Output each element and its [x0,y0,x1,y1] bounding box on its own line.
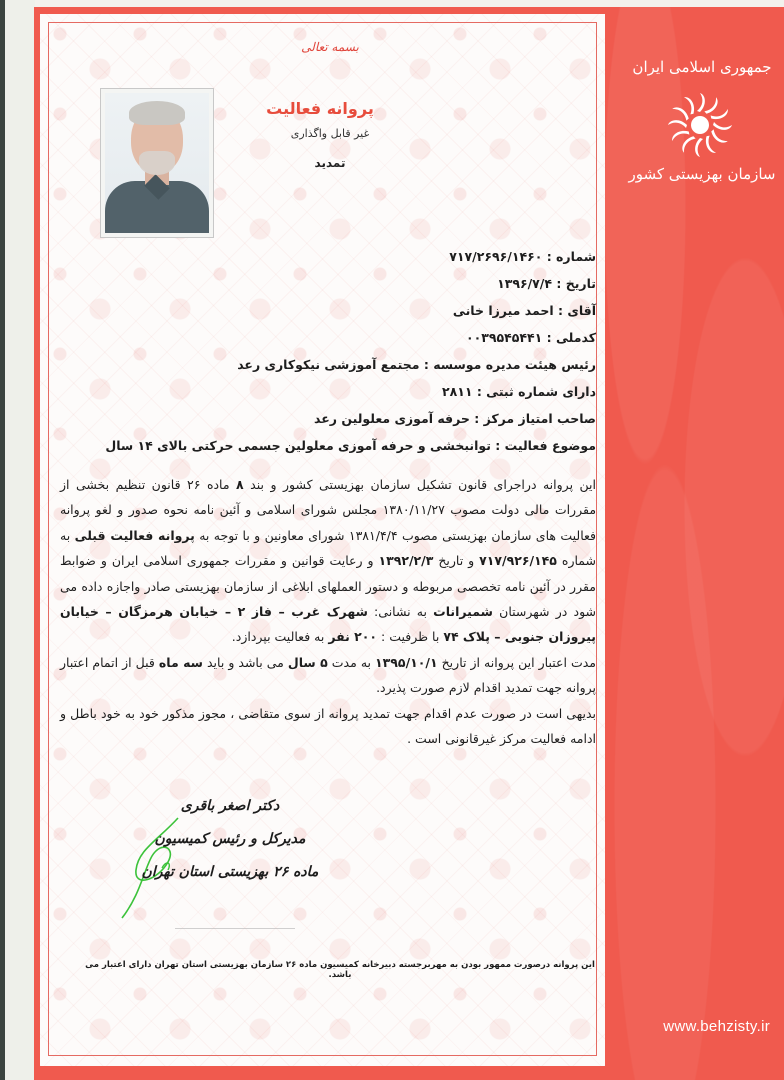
country-name: جمهوری اسلامی ایران [632,58,772,76]
holder-photo [100,88,214,238]
organization-name: سازمان بهزیستی کشور [628,165,776,183]
website-url: www.behzisty.ir [663,1018,770,1035]
signature-block [140,790,320,889]
field-date: تاریخ : ۱۳۹۶/۷/۴ [497,276,596,291]
behzisti-logo-icon [667,92,733,158]
document-subtitle: غیر قابل واگذاری [290,127,370,140]
license-body [60,472,596,751]
field-activity-subject: موضوع فعالیت : توانبخشی و حرفه آموزی معلولین جسمی حرکتی بالای ۱۴ سال [105,438,596,453]
field-holder-name: آقای : احمد میرزا خانی [452,303,596,318]
field-board-chair: رئیس هیئت مدیره موسسه : مجتمع آموزشی نیکوکاری رعد [237,357,596,372]
signatory-role: مدیرکل و رئیس کمیسیون [154,831,306,847]
paragraph-legal-basis: این پروانه دراجرای قانون تشکیل سازمان بهزیستی کشور و بند ۸ ماده ۲۶ قانون تنظیم بخشی از مقررات مالی دولت مصوب ۱۳۸۰/۱۱/۲۷ مجلس شورای اسلامی و آئین نامه نحوه صدور و لغو پروانه فعالیت های سازمان بهزیستی مصوب ۱۳۸۱/۴/۴ شورای معاونین و با توجه به پروانه فعالیت قبلی به شماره ۷۱۷/۹۲۶/۱۴۵ و تاریخ ۱۳۹۲/۲/۳ و رعایت قوانین و مقررات جمهوری اسلامی ایران و ضوابط مقرر در آئین نامه تخصصی مربوطه و دستور العملهای ابلاغی از سازمان بهزیستی صادر واجازه داده می شود در شهرستان شمیرانات به نشانی: شهرک غرب – فاز ۲ – خیابان هرمزگان – خیابان پیروزان جنوبی – پلاک ۷۴ با ظرفیت : ۲۰۰ نفر به فعالیت بپردازد. [60,477,597,645]
paragraph-validity: مدت اعتبار این پروانه از تاریخ ۱۳۹۵/۱۰/۱ به مدت ۵ سال می باشد و باید سه ماه قبل از اتمام اعتبار پروانه جهت تمدید اقدام لازم صورت پذیرد. [60,654,596,696]
field-license-number: شماره : ۷۱۷/۲۶۹۶/۱۴۶۰ [449,249,596,264]
field-national-id: کدملی : ۰۰۳۹۵۴۵۴۴۱ [466,330,596,345]
document-title: پروانه فعالیت [266,99,374,118]
renewal-status: تمدید [314,156,346,170]
validity-footnote: این پروانه درصورت ممهور بودن به مهربرجسته دبیرخانه کمیسیون ماده ۲۶ سازمان بهزیستی استان تهران دارای اعتبار می باشد. [85,960,595,980]
paragraph-expiry-warning: بدیهی است در صورت عدم اقدام جهت تمدید پروانه از سوی متقاضی ، مجوز مذکور خود به خود باطل و ادامه فعالیت مرکز غیرقانونی است . [60,705,596,747]
license-fields [60,243,596,459]
signatory-unit: ماده ۲۶ بهزیستی استان تهران [141,864,319,880]
scan-margin [5,0,35,1080]
field-center-owner: صاحب امتیاز مرکز : حرفه آموزی معلولین رعد [314,411,596,426]
invocation-text: بسمه تعالی [301,40,359,54]
signatory-name: دکتر اصغر باقری [180,798,280,814]
field-registration-number: دارای شماره ثبتی : ۲۸۱۱ [441,384,596,399]
embossed-stamp [175,910,295,929]
